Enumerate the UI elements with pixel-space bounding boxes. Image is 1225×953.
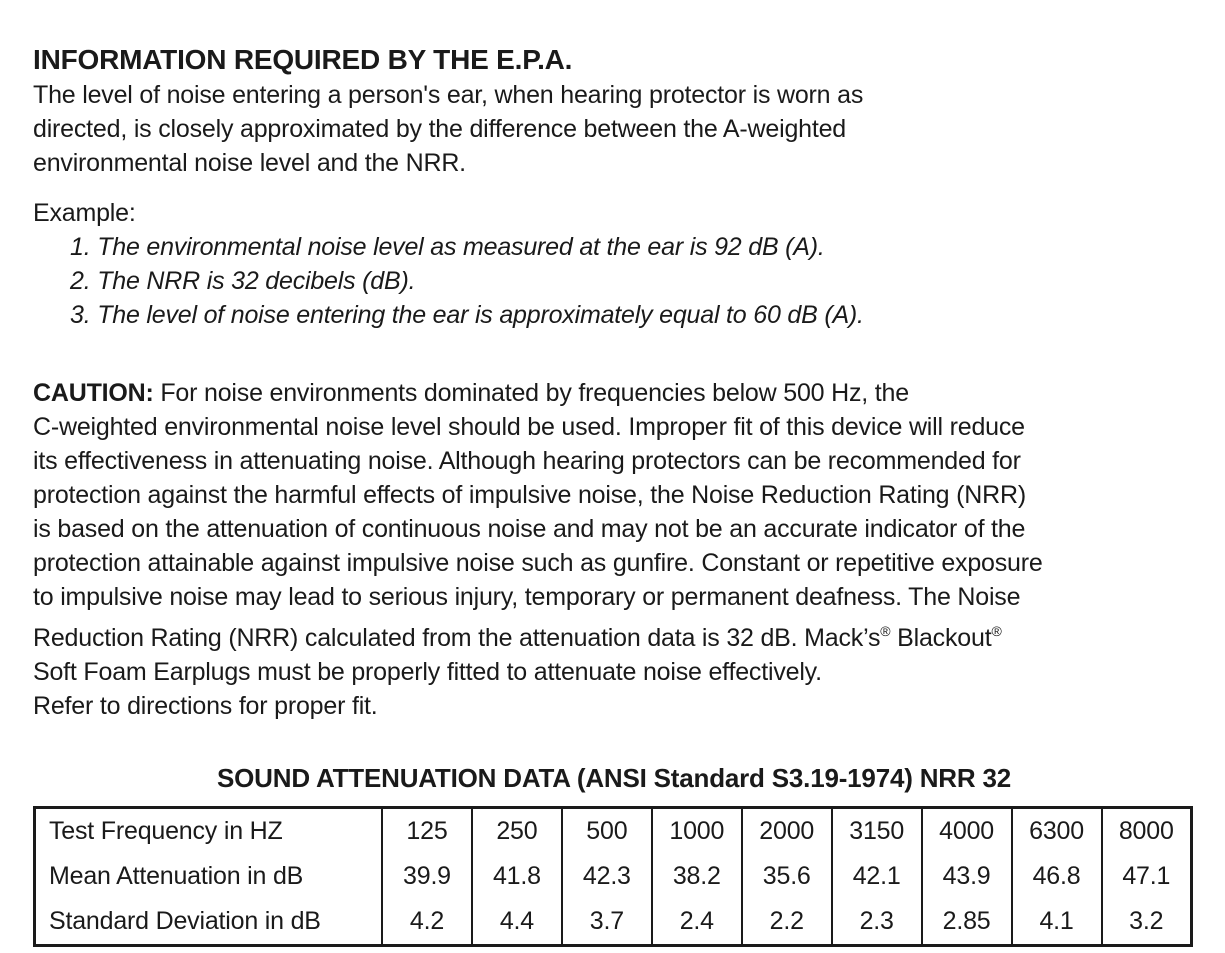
data-cell: 2.2 <box>742 899 832 946</box>
row-label-cell: Mean Attenuation in dB <box>49 862 304 890</box>
data-cell: 41.8 <box>472 854 562 899</box>
registered-trademark-symbol: ® <box>880 623 891 639</box>
data-cell: 500 <box>562 808 652 855</box>
data-cell: 250 <box>472 808 562 855</box>
caution-line: protection against the harmful effects of impulsive noise, the Noise Reduction Rating (NRR) <box>33 481 1026 509</box>
data-cell: 43.9 <box>922 854 1012 899</box>
caution-line-text: Blackout <box>890 624 992 652</box>
caution-line: to impulsive noise may lead to serious injury, temporary or permanent deafness. The Noise <box>33 583 1021 611</box>
caution-line-trademarks <box>33 614 1195 655</box>
epa-heading: INFORMATION REQUIRED BY THE E.P.A. <box>33 44 573 75</box>
caution-section <box>33 376 1195 723</box>
caution-line: is based on the attenuation of continuous noise and may not be an accurate indicator of the <box>33 515 1026 543</box>
example-label: Example: <box>33 199 136 227</box>
data-cell: 2000 <box>742 808 832 855</box>
table-row-mean-attenuation <box>35 854 1192 899</box>
data-cell: 42.3 <box>562 854 652 899</box>
epa-info-section <box>33 42 1195 180</box>
example-item-3: 3. The level of noise entering the ear is approximately equal to 60 dB (A). <box>70 301 864 329</box>
data-cell: 38.2 <box>652 854 742 899</box>
data-cell: 8000 <box>1102 808 1192 855</box>
row-label-cell: Standard Deviation in dB <box>49 907 321 935</box>
attenuation-table <box>33 806 1193 947</box>
caution-line: C-weighted environmental noise level should be used. Improper fit of this device will reduce <box>33 413 1025 441</box>
attenuation-table-title: SOUND ATTENUATION DATA (ANSI Standard S3.19-1974) NRR 32 <box>217 763 1011 793</box>
data-cell: 2.85 <box>922 899 1012 946</box>
data-cell: 46.8 <box>1012 854 1102 899</box>
data-cell: 6300 <box>1012 808 1102 855</box>
data-cell: 39.9 <box>382 854 472 899</box>
data-cell: 4.1 <box>1012 899 1102 946</box>
data-cell: 2.4 <box>652 899 742 946</box>
data-cell: 4.2 <box>382 899 472 946</box>
registered-trademark-symbol: ® <box>991 623 1002 639</box>
data-cell: 4.4 <box>472 899 562 946</box>
data-cell: 1000 <box>652 808 742 855</box>
attenuation-data-section <box>33 763 1195 947</box>
epa-paragraph-line: environmental noise level and the NRR. <box>33 149 466 177</box>
data-cell: 4000 <box>922 808 1012 855</box>
table-row-standard-deviation <box>35 899 1192 946</box>
caution-line: its effectiveness in attenuating noise. Although hearing protectors can be recommended for <box>33 447 1021 475</box>
example-section <box>33 196 1195 332</box>
data-cell: 42.1 <box>832 854 922 899</box>
example-item-2: 2. The NRR is 32 decibels (dB). <box>70 267 416 295</box>
epa-paragraph-line: The level of noise entering a person's ear, when hearing protector is worn as <box>33 81 864 109</box>
data-cell: 47.1 <box>1102 854 1192 899</box>
caution-line: Soft Foam Earplugs must be properly fitted to attenuate noise effectively. <box>33 658 822 686</box>
example-item-1: 1. The environmental noise level as measured at the ear is 92 dB (A). <box>70 233 825 261</box>
caution-line: protection attainable against impulsive noise such as gunfire. Constant or repetitive exposure <box>33 549 1043 577</box>
data-cell: 125 <box>382 808 472 855</box>
caution-label: CAUTION: <box>33 379 154 407</box>
data-cell: 3150 <box>832 808 922 855</box>
caution-line: Refer to directions for proper fit. <box>33 692 378 720</box>
table-row-test-frequency <box>35 808 1192 855</box>
row-label-cell: Test Frequency in HZ <box>49 817 283 845</box>
epa-paragraph-line: directed, is closely approximated by the difference between the A-weighted <box>33 115 847 143</box>
caution-line-text: For noise environments dominated by frequencies below 500 Hz, the <box>160 379 909 407</box>
caution-line <box>33 376 1195 410</box>
data-cell: 35.6 <box>742 854 832 899</box>
data-cell: 3.7 <box>562 899 652 946</box>
caution-line-text: Reduction Rating (NRR) calculated from the attenuation data is 32 dB. Mack’s <box>33 624 881 652</box>
data-cell: 2.3 <box>832 899 922 946</box>
data-cell: 3.2 <box>1102 899 1192 946</box>
